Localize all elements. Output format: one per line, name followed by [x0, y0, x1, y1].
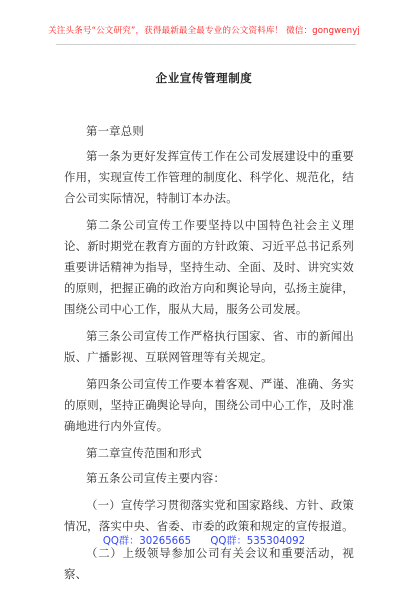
footer-qq-groups — [0, 532, 408, 547]
footer-qq-left: QQ群：30265665 — [102, 536, 192, 547]
article-paragraph: 第二条公司宣传工作要坚持以中国特色社会主义理论、新时期党在教育方面的方针政策、习近平总书记系列重要讲话精神为指导，坚持生动、全面、及时、讲究实效的原则，把握正确的政治方向和舆论导向，弘扬主旋律，围绕公司中心工作，服从大局，服务公司发展。 — [64, 218, 354, 316]
article-paragraph: 第三条公司宣传工作严格执行国家、省、市的新闻出版、广播影视、互联网管理等有关规定。 — [64, 329, 354, 364]
document-body — [64, 121, 354, 591]
header-divider — [56, 44, 356, 45]
article-paragraph: 第五条公司宣传主要内容： — [86, 471, 226, 485]
footer-qq-right: QQ群：535304092 — [210, 536, 306, 547]
header-promo-text: 关注头条号“公文研究”，获得最新最全最专业的公文资料库！ 微信：gongwenyj — [48, 26, 360, 36]
list-paragraph: （一）宣传学习贯彻落实党和国家路线、方针、政策情况，落实中央、省委、市委的政策和规定的宣传报道。 — [64, 498, 354, 533]
article-paragraph: 第一条为更好发挥宣传工作在公司发展建设中的重要作用，实现宣传工作管理的制度化、科学化、规范化，结合公司实际情况，特制订本办法。 — [64, 149, 354, 205]
chapter-heading: 第一章总则 — [86, 124, 144, 138]
document-title: 企业宣传管理制度 — [155, 71, 253, 85]
chapter-heading: 第二章宣传范围和形式 — [86, 446, 202, 460]
article-paragraph: 第四条公司宣传工作要本着客观、严谨、准确、务实的原则，坚持正确舆论导向，围绕公司中心工作，及时准确地进行内外宣传。 — [64, 377, 354, 433]
list-paragraph: （二）上级领导参加公司有关会议和重要活动，视察、 — [64, 546, 354, 581]
